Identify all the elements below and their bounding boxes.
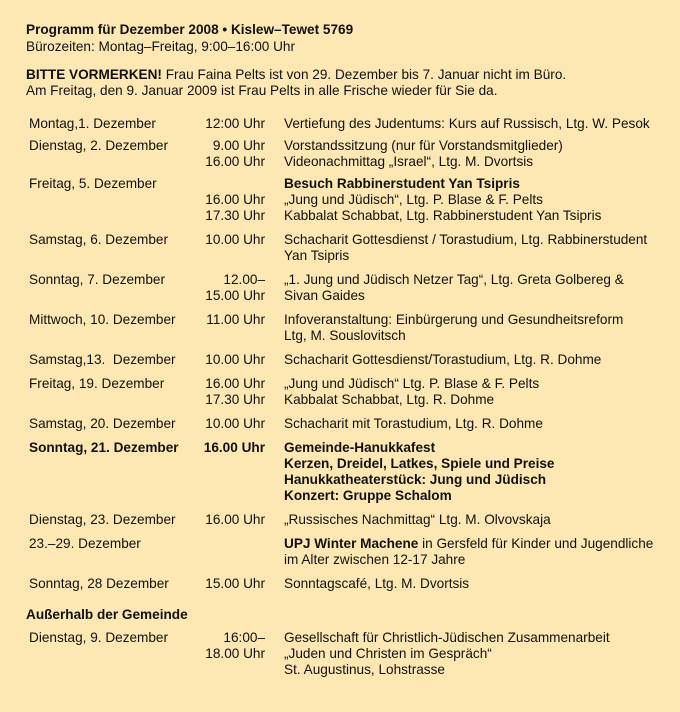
entry-line: Gesellschaft für Christlich-Jüdischen Zusammenarbeit — [284, 630, 610, 645]
entry-date: Sonntag, 28 Dezember — [29, 576, 169, 591]
entry-time: 16.00 Uhr — [205, 376, 265, 391]
schedule-entry — [26, 512, 666, 529]
entry-line: Vorstandssitzung (nur für Vorstandsmitglieder) — [284, 138, 563, 153]
entry-time: 16.00 Uhr — [203, 440, 265, 455]
entry-date: Dienstag, 2. Dezember — [29, 138, 169, 153]
entry-line: Videonachmittag „Israel“, Ltg. M. Dvortsis — [284, 154, 534, 169]
entry-line: „Russisches Nachmittag“ Ltg. M. Olvovskaja — [284, 512, 551, 527]
entry-time: 16.00 Uhr — [205, 154, 265, 169]
notice-block — [26, 67, 666, 99]
entry-time: 12:00 Uhr — [205, 116, 265, 131]
schedule-entry — [26, 232, 666, 265]
entry-date: Dienstag, 23. Dezember — [29, 512, 176, 527]
entry-line: Schacharit mit Torastudium, Ltg. R. Dohme — [284, 416, 543, 431]
entry-date: Mittwoch, 10. Dezember — [29, 312, 176, 327]
entry-line: „1. Jung und Jüdisch Netzer Tag“, Ltg. Greta Golbereg & — [284, 272, 624, 287]
schedule-entry — [26, 176, 666, 225]
entry-line: Kerzen, Dreidel, Latkes, Spiele und Preise — [284, 456, 555, 471]
entry-date: Sonntag, 7. Dezember — [29, 272, 166, 287]
entry-date: Sonntag, 21. Dezember — [29, 440, 179, 455]
entry-time: 17.30 Uhr — [205, 392, 265, 407]
entry-date: Freitag, 5. Dezember — [29, 176, 157, 191]
entry-line: Kabbalat Schabbat, Ltg. R. Dohme — [284, 392, 495, 407]
entry-date: Samstag,13. Dezember — [29, 352, 176, 367]
entry-line: Hanukkatheaterstück: Jung und Jüdisch — [284, 472, 547, 487]
entry-time: 16.00 Uhr — [205, 192, 265, 207]
schedule-entry — [26, 352, 666, 369]
program-page — [26, 8, 666, 679]
program-title: Programm für Dezember 2008 • Kislew–Tewet 5769 — [26, 22, 354, 37]
entry-line: Schacharit Gottesdienst / Torastudium, Ltg. Rabbinerstudent — [284, 232, 648, 247]
entry-time: 10.00 Uhr — [205, 416, 265, 431]
schedule-entry — [26, 376, 666, 409]
notice-lead: BITTE VORMERKEN! — [26, 67, 162, 82]
schedule-entry-highlight — [26, 440, 666, 505]
entry-line: Sivan Gaides — [284, 288, 365, 303]
schedule-entry — [26, 416, 666, 433]
entry-time: 11.00 Uhr — [206, 312, 265, 327]
entry-line: in Gersfeld für Kinder und Jugendliche — [418, 536, 654, 551]
entry-time: 10.00 Uhr — [205, 352, 265, 367]
entry-time: 9.00 Uhr — [212, 138, 265, 153]
entry-date: Montag,1. Dezember — [29, 116, 156, 131]
entry-time: 16.00 Uhr — [205, 512, 265, 527]
entry-time — [199, 176, 265, 192]
entry-lead-bold: UPJ Winter Machene — [284, 536, 419, 551]
entry-line: „Jung und Jüdisch“, Ltg. P. Blase & F. Pelts — [284, 192, 543, 207]
section-heading-outside: Außerhalb der Gemeinde — [26, 607, 188, 622]
entry-line: „Juden und Christen im Gespräch“ — [284, 646, 492, 661]
notice-line1: Frau Faina Pelts ist von 29. Dezember bis 7. Januar nicht im Büro. — [161, 67, 567, 82]
entry-time: 15.00 Uhr — [205, 576, 265, 591]
entry-time: 17.30 Uhr — [205, 208, 265, 223]
schedule-entry-outside — [26, 630, 666, 679]
entry-date: 23.–29. Dezember — [29, 536, 141, 551]
schedule-entry — [26, 138, 666, 171]
entry-line: „Jung und Jüdisch“ Ltg. P. Blase & F. Pelts — [284, 376, 540, 391]
entry-line: Yan Tsipris — [284, 248, 350, 263]
entry-time: 15.00 Uhr — [205, 288, 265, 303]
entry-line: Sonntagscafé, Ltg. M. Dvortsis — [284, 576, 470, 591]
entry-time: 12.00– — [223, 272, 265, 287]
entry-time: 10.00 Uhr — [205, 232, 265, 247]
entry-line: Kabbalat Schabbat, Ltg. Rabbinerstudent Yan Tsipris — [284, 208, 602, 223]
entry-time — [199, 536, 265, 552]
schedule-list — [26, 116, 666, 679]
office-hours: Bürozeiten: Montag–Freitag, 9:00–16:00 Uhr — [26, 39, 296, 54]
entry-line: Schacharit Gottesdienst/Torastudium, Ltg. R. Dohme — [284, 352, 602, 367]
schedule-entry — [26, 576, 666, 593]
entry-time: 16:00– — [223, 630, 265, 645]
entry-date: Samstag, 6. Dezember — [29, 232, 169, 247]
entry-date: Freitag, 19. Dezember — [29, 376, 165, 391]
entry-line: Infoveranstaltung: Einbürgerung und Gesundheitsreform — [284, 312, 624, 327]
entry-line: Konzert: Gruppe Schalom — [284, 488, 452, 503]
entry-line: Ltg, M. Souslovitsch — [284, 328, 406, 343]
entry-time: 18.00 Uhr — [205, 646, 265, 661]
schedule-entry — [26, 116, 666, 133]
schedule-entry — [26, 312, 666, 345]
entry-date: Samstag, 20. Dezember — [29, 416, 176, 431]
schedule-entry — [26, 536, 666, 569]
entry-line: St. Augustinus, Lohstrasse — [284, 662, 445, 677]
entry-line: Gemeinde-Hanukkafest — [284, 440, 436, 455]
entry-line: Vertiefung des Judentums: Kurs auf Russisch, Ltg. W. Pesok — [284, 116, 650, 131]
entry-line: Besuch Rabbinerstudent Yan Tsipris — [284, 176, 520, 191]
entry-line: im Alter zwischen 12-17 Jahre — [284, 552, 466, 567]
schedule-entry — [26, 272, 666, 305]
notice-line2: Am Freitag, den 9. Januar 2009 ist Frau Pelts in alle Frische wieder für Sie da. — [26, 83, 498, 98]
entry-date: Dienstag, 9. Dezember — [29, 630, 169, 645]
